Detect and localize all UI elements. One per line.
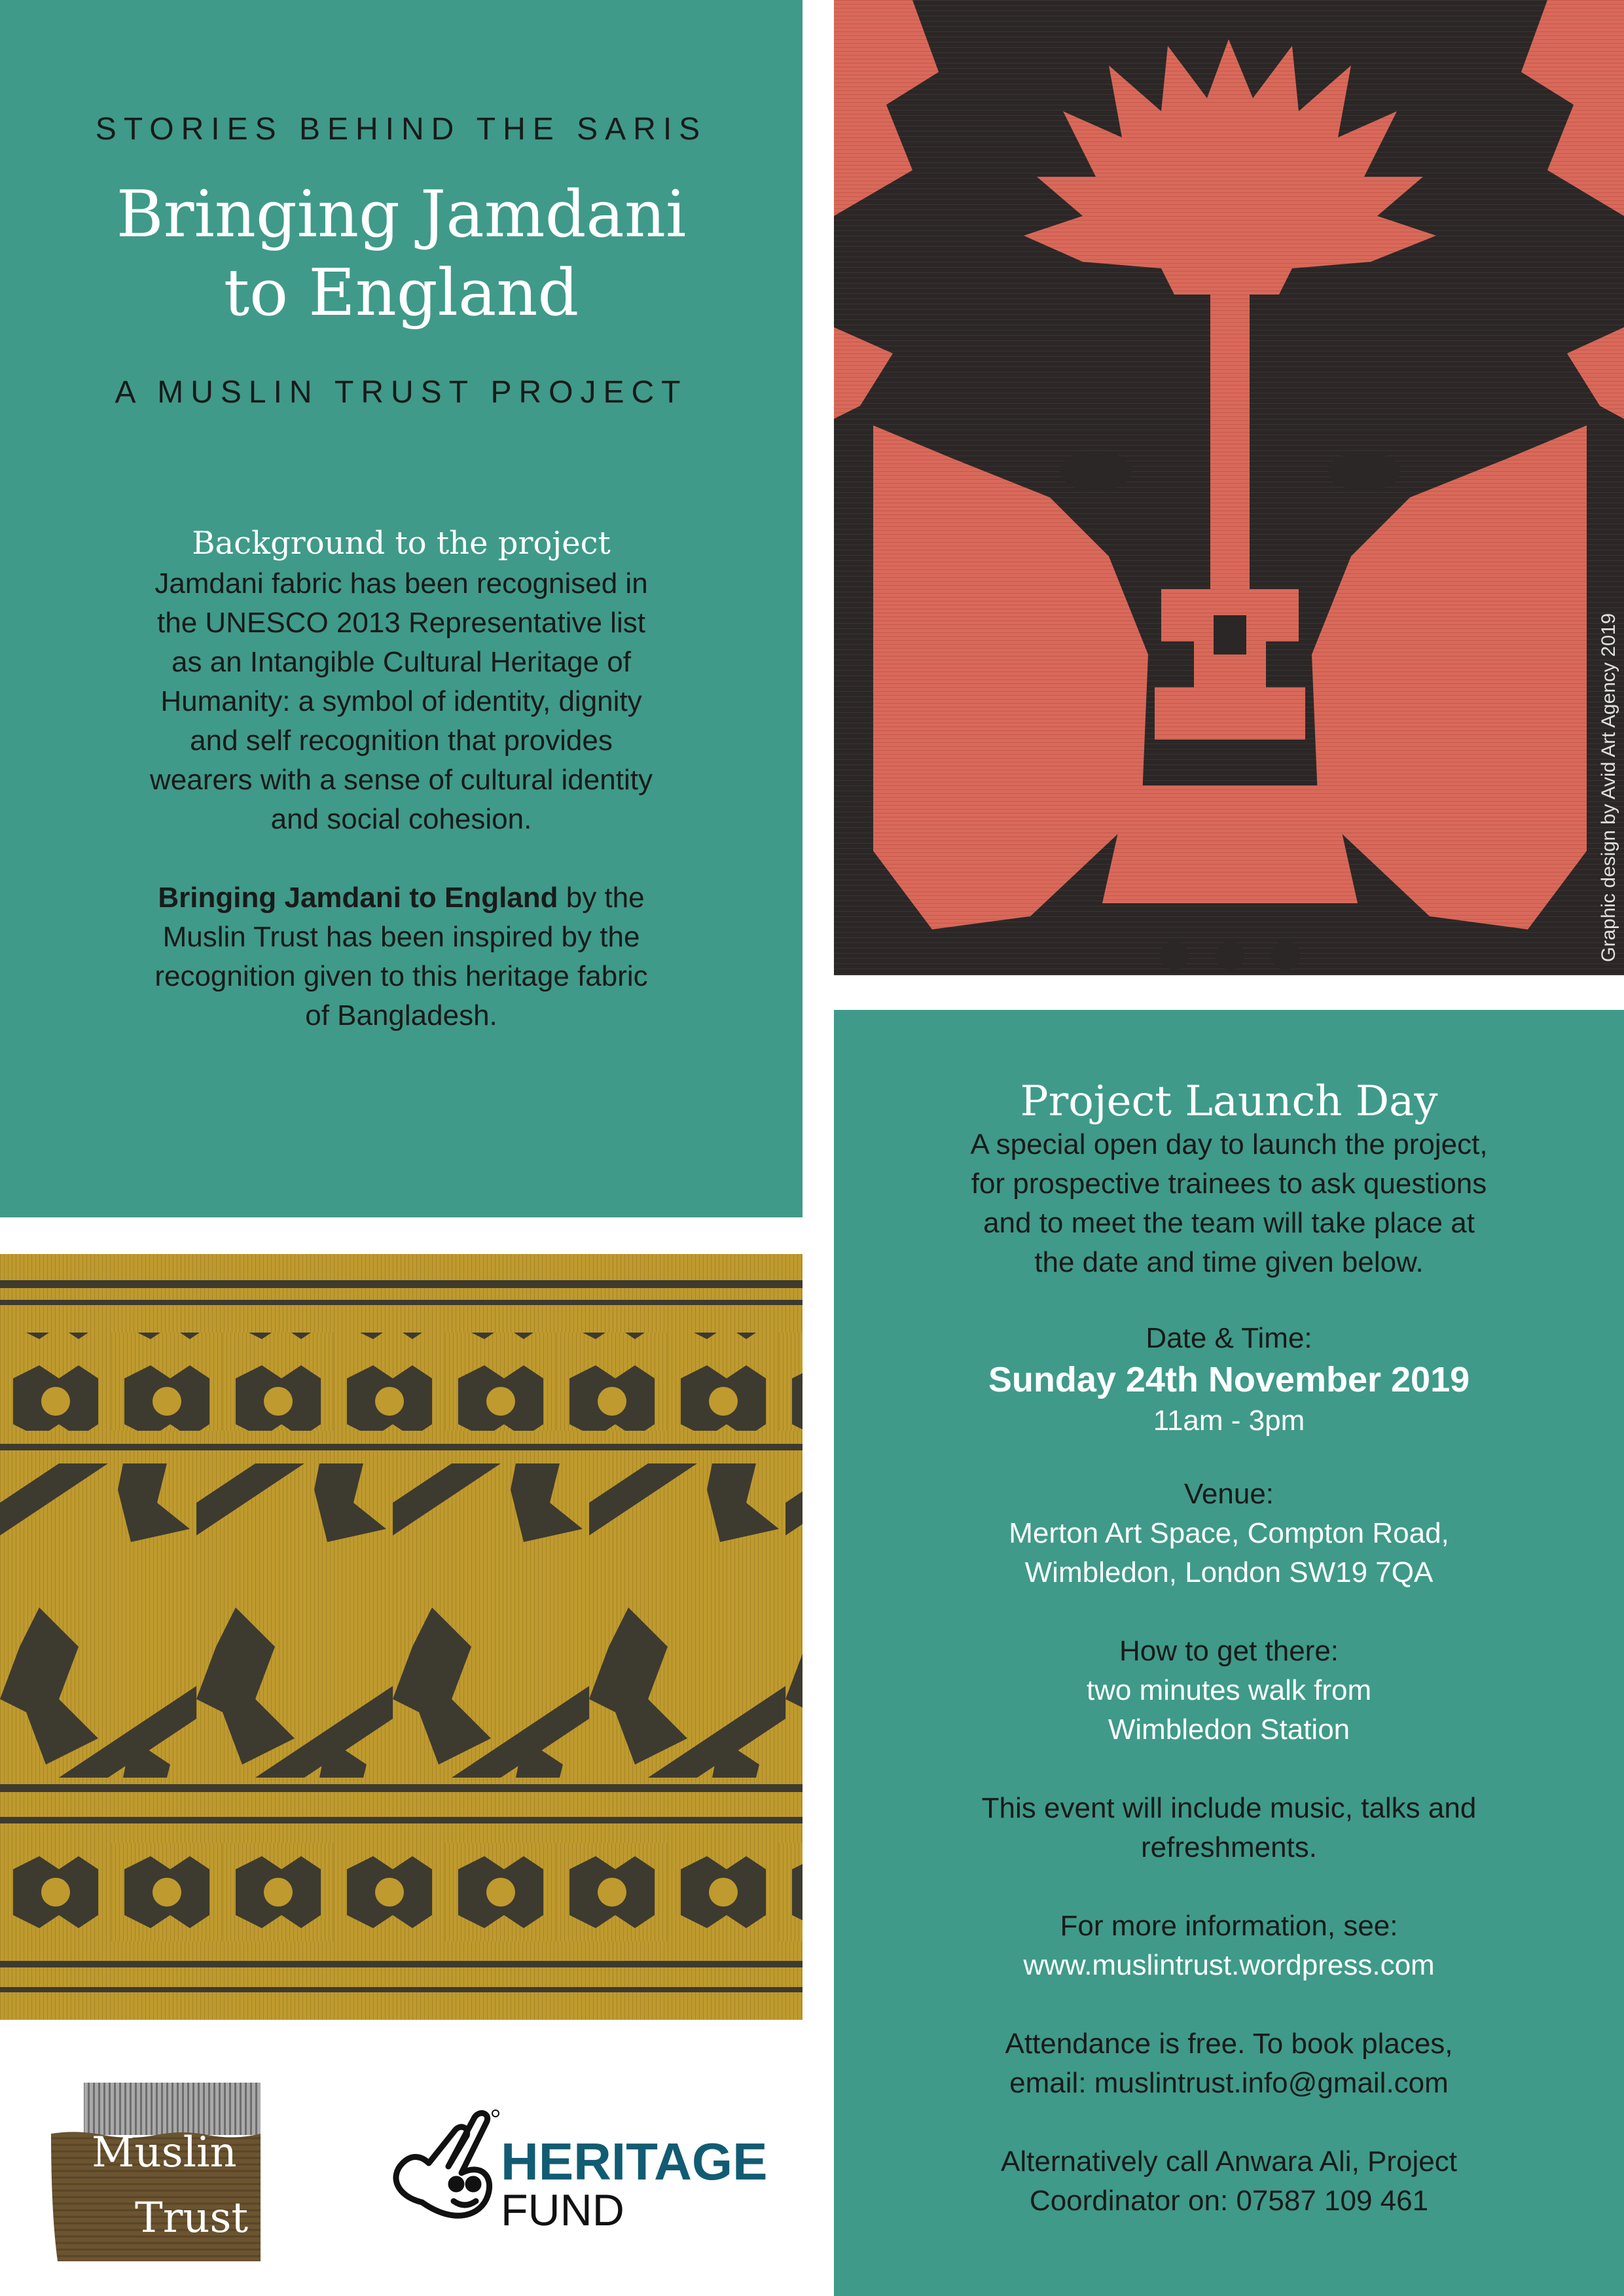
info-label: For more information, see: xyxy=(1060,1910,1398,1942)
venue-line: Wimbledon, London SW19 7QA xyxy=(1024,1556,1434,1588)
muslin-logo-line-1: Muslin xyxy=(92,2128,237,2177)
directions-label: How to get there: xyxy=(1119,1635,1339,1667)
directions-line: Wimbledon Station xyxy=(1108,1713,1350,1746)
background-line: and social cohesion. xyxy=(270,803,532,835)
inspiration-line: of Bangladesh. xyxy=(305,999,497,1031)
launch-heading: Project Launch Day xyxy=(1020,1077,1438,1126)
intro-line: and to meet the team will take place at xyxy=(983,1207,1475,1239)
page-title xyxy=(0,175,803,332)
time-value: 11am - 3pm xyxy=(1153,1405,1305,1437)
background-line: Jamdani fabric has been recognised in xyxy=(154,567,648,600)
muslin-logo-line-2: Trust xyxy=(135,2194,249,2242)
intro-line: for prospective trainees to ask questions xyxy=(971,1168,1487,1200)
heritage-logo-line-2: FUND xyxy=(501,2185,624,2235)
muslin-trust-logo xyxy=(51,2083,261,2261)
project-name-bold: Bringing Jamdani to England xyxy=(158,882,558,914)
title-line-1: Bringing Jamdani xyxy=(116,177,687,252)
kicker-text: STORIES BEHIND THE SARIS xyxy=(95,112,708,147)
background-line: as an Intangible Cultural Heritage of xyxy=(171,646,631,678)
contact-line: Alternatively call Anwara Ali, Project xyxy=(1001,2145,1457,2178)
attendance-line: Attendance is free. To book places, xyxy=(1005,2028,1453,2060)
inspiration-line: recognition given to this heritage fabric xyxy=(154,960,648,992)
background-line: wearers with a sense of cultural identity xyxy=(150,764,653,796)
booking-email-link[interactable]: email: muslintrust.info@gmail.com xyxy=(1009,2067,1449,2099)
contact-text xyxy=(834,2142,1624,2221)
launch-day-panel xyxy=(834,1010,1624,2296)
intro-line: A special open day to launch the project, xyxy=(970,1128,1488,1160)
jamdani-red-fabric-image xyxy=(834,0,1624,975)
inspiration-paragraph xyxy=(0,878,803,1035)
inspiration-line: Muslin Trust has been inspired by the xyxy=(162,921,640,953)
launch-intro xyxy=(834,1125,1624,1282)
inspiration-line-rest: by the xyxy=(558,882,645,914)
heritage-logo-line-1: HERITAGE xyxy=(501,2132,768,2191)
info-url-link[interactable]: www.muslintrust.wordpress.com xyxy=(1023,1949,1435,1981)
background-line: Humanity: a symbol of identity, dignity xyxy=(160,685,642,717)
event-line: refreshments. xyxy=(1141,1831,1317,1863)
background-heading: Background to the project xyxy=(192,525,611,562)
venue-line: Merton Art Space, Compton Road, xyxy=(1009,1517,1449,1549)
photo-credit: Graphic design by Avid Art Agency 2019 xyxy=(1598,613,1619,962)
venue-label: Venue: xyxy=(1183,1478,1274,1510)
attendance-text xyxy=(834,2024,1624,2103)
event-description xyxy=(834,1789,1624,1867)
jamdani-gold-fabric-image xyxy=(0,1254,803,2020)
directions-line: two minutes walk from xyxy=(1086,1674,1372,1706)
background-line: and self recognition that provides xyxy=(190,725,613,757)
event-line: This event will include music, talks and xyxy=(981,1792,1477,1824)
date-label: Date & Time: xyxy=(1146,1322,1312,1354)
inspiration-line xyxy=(0,878,803,918)
date-value: Sunday 24th November 2019 xyxy=(988,1360,1470,1399)
intro-panel xyxy=(0,0,803,1217)
crossed-fingers-icon xyxy=(396,2113,490,2216)
venue-address xyxy=(834,1514,1624,1592)
intro-line: the date and time given below. xyxy=(1034,1246,1424,1278)
subtitle-text: A MUSLIN TRUST PROJECT xyxy=(115,375,688,410)
contact-phone-line[interactable]: Coordinator on: 07587 109 461 xyxy=(1029,2185,1429,2217)
directions-text xyxy=(834,1671,1624,1749)
background-paragraph xyxy=(0,564,803,839)
heritage-fund-logo xyxy=(383,2104,768,2235)
background-line: the UNESCO 2013 Representative list xyxy=(157,607,645,639)
title-line-2: to England xyxy=(223,256,579,331)
